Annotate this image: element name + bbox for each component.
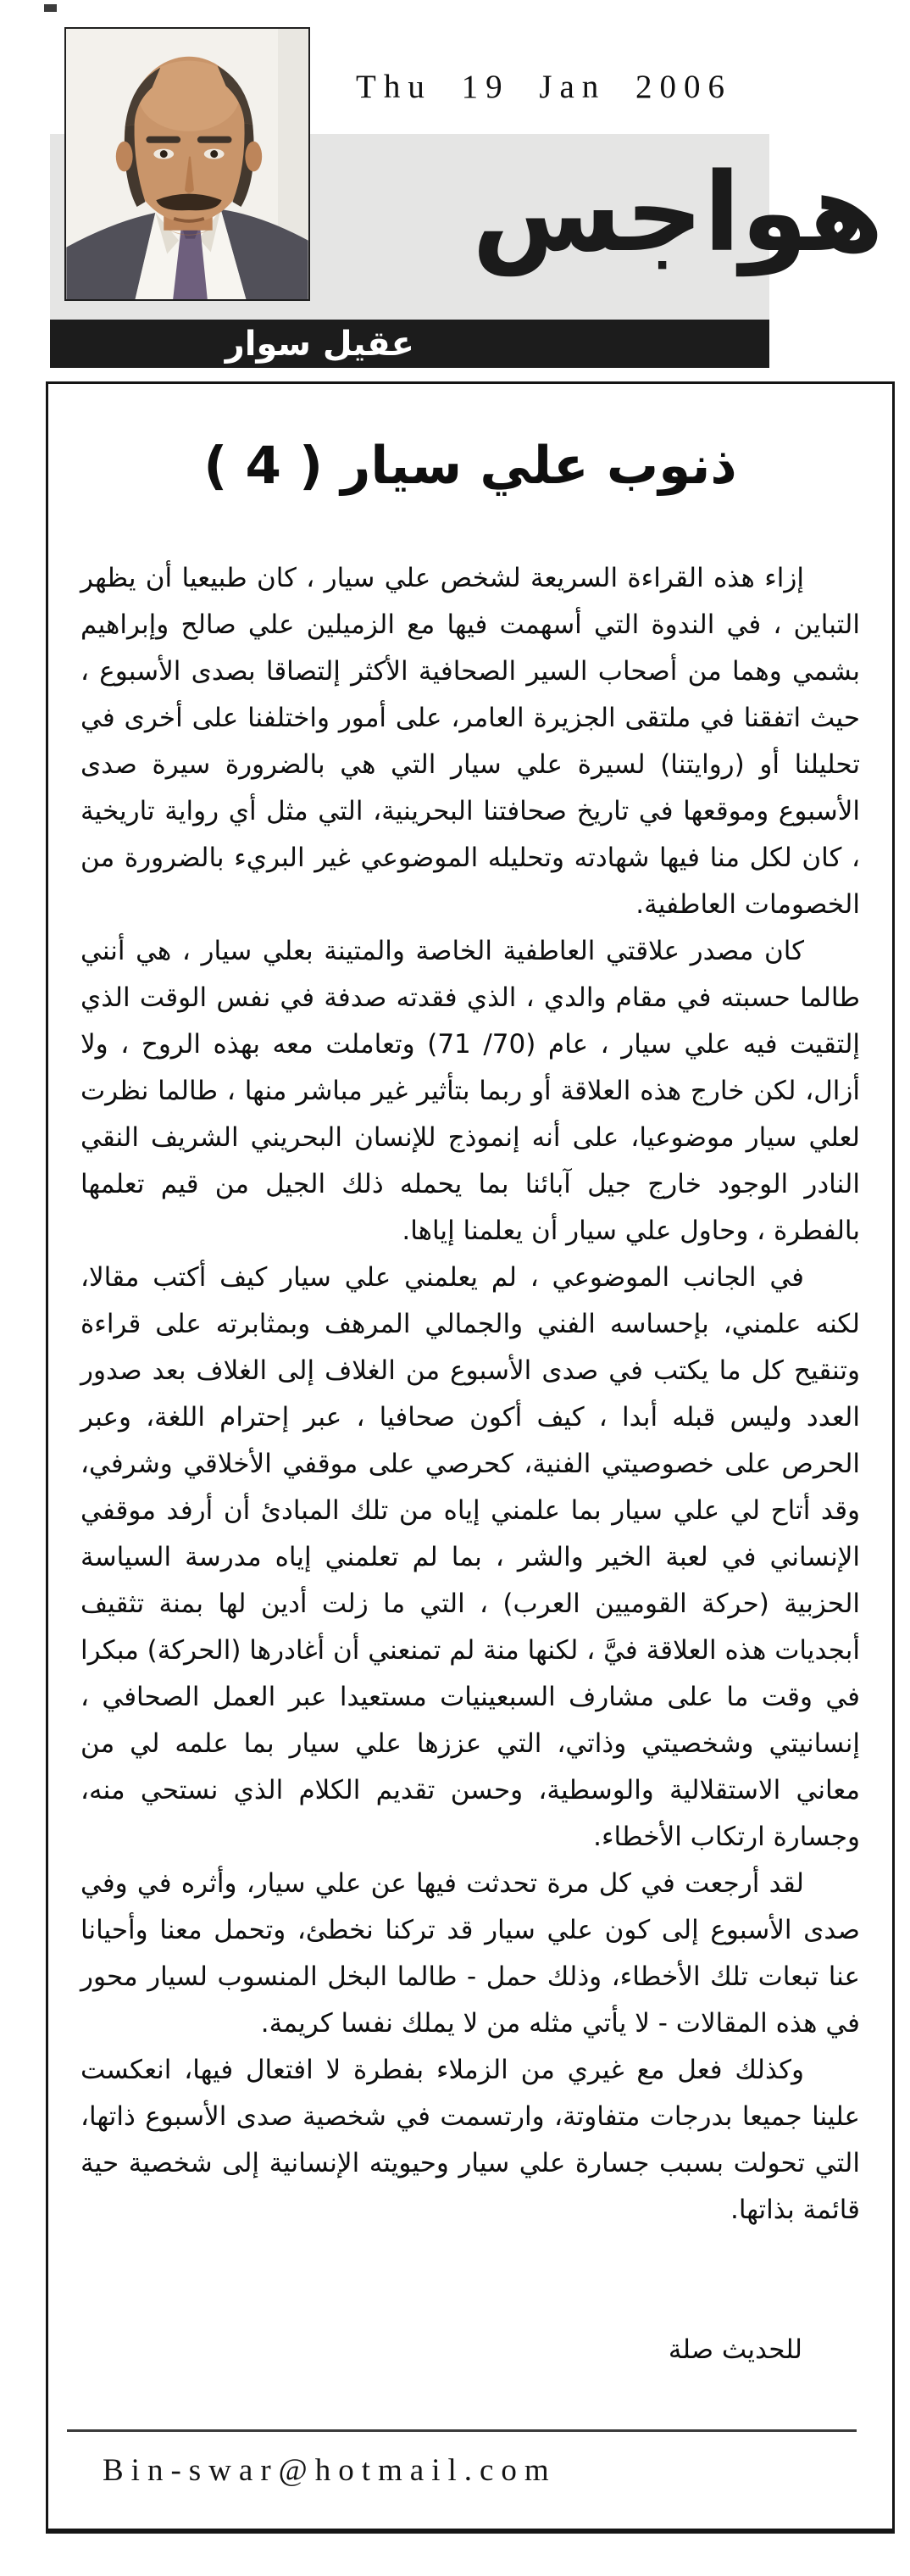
article-body (48, 555, 892, 2327)
paragraph-1: إزاء هذه القراءة السريعة لشخص علي سيار ، كان طبيعيا أن يظهر التباين ، في الندوة التي أسهمت فيها مع الزميلين علي صالح وإبراهيم بشمي وهما من أصحاب السير الصحافية الأكثر إلتصاقا بصدى الأسبوع ، حيث اتفقنا في ملتقى الجزيرة العامر، على أمور واختلفنا على أخرى في تحليلنا أو (روايتنا) لسيرة علي سيار التي هي بالضرورة سيرة صدى الأسبوع وموقعها في تاريخ صحافتنا البحرينية، التي مثل أي رواية تاريخية ، كان لكل منا فيها شهادته وتحليله الموضوعي غير البريء بالضرورة من الخصومات العاطفية. (80, 563, 860, 921)
author-bar (50, 320, 769, 368)
author-email-link[interactable]: Bin-swar@hotmail.com (103, 2453, 557, 2488)
author-portrait-illustration (66, 29, 308, 299)
footer-divider (67, 2429, 857, 2432)
to-be-continued-note: للحديث صلة (668, 2334, 802, 2366)
paragraph-3: في الجانب الموضوعي ، لم يعلمني علي سيار كيف أكتب مقالا، لكنه علمني، بإحساسه الفني والجمالي المرهف وبمثابرته على قراءة وتنقيح كل ما يكتب في صدى الأسبوع من الغلاف إلى الغلاف بعد صدور العدد وليس قبله أبدا ، كيف أكون صحافيا ، عبر إحترام اللغة، وعبر الحرص على خصوصيتي الفنية، كحرصي على موقفي الأخلاقي وشرفي، وقد أتاح لي علي سيار بما علمني إياه من تلك المبادئ أن أرفد موقفي الإنساني في لعبة الخير والشر ، بما لم تعلمني إياه مدرسة السياسة الحزبية (حركة القوميين العرب) ، التي ما زلت أدين لها بمنة تثقيف أبجديات هذه العلاقة فيَّ ، لكنها منة لم تمنعني أن أغادرها (الحركة) مبكرا في وقت ما على مشارف السبعينيات مستعيدا عبر العمل الصحافي ، إنسانيتي وشخصيتي وذاتي، التي عززها علي سيار بما علمه لي من معاني الاستقلالية والوسطية، وحسن تقديم الكلام الذي نستحي منه، وجسارة ارتكاب الأخطاء. (80, 1262, 860, 1853)
author-photo (64, 27, 310, 301)
article-title: ذنوب علي سيار ( 4 ) (203, 436, 737, 496)
column-logo-title: هواجس (471, 150, 884, 276)
paragraph-2: كان مصدر علاقتي العاطفية الخاصة والمتينة بعلي سيار ، هي أنني طالما حسبته في مقام والدي ، الذي فقدته صدفة في نفس الوقت الذي إلتقيت فيه علي سيار ، عام (70/ 71) وتعاملت معه بهذه الروح ، ولا أزال، لكن خارج هذه العلاقة أو ربما بتأثير غير مباشر منها ، طالما نظرت لعلي سيار موضوعيا، على أنه إنموذج للإنسان البحريني الشريف النقي النادر الوجود خارج جيل آبائنا بما يحمله ذلك الجيل من قيم تعلمها بالفطرة ، وحاول علي سيار أن يعلمنا إياها. (80, 936, 860, 1247)
scan-artifact (44, 4, 57, 12)
article-box (46, 381, 895, 2534)
author-name: عقيل سوار (225, 324, 414, 364)
paragraph-5: وكذلك فعل مع غيري من الزملاء بفطرة لا افتعال فيها، انعكست علينا جميعا بدرجات متفاوتة، وارتسمت في شخصية صدى الأسبوع ذاتها، التي تحولت بسبب جسارة علي سيار وحيويته الإنسانية إلى شخصية حية قائمة بذاتها. (80, 2055, 860, 2226)
article-footer (48, 2429, 892, 2489)
paragraph-4: لقد أرجعت في كل مرة تحدثت فيها عن علي سيار، وأثره في وفي صدى الأسبوع إلى كون علي سيار قد تركنا نخطئ، وتحمل معنا وأحيانا عنا تبعات تلك الأخطاء، وذلك حمل - طالما البخل المنسوب لسيار محور في هذه المقالات - لا يأتي مثله من لا يملك نفسا كريمة. (80, 1868, 860, 2039)
page-date: Thu 19 Jan 2006 (356, 69, 733, 105)
